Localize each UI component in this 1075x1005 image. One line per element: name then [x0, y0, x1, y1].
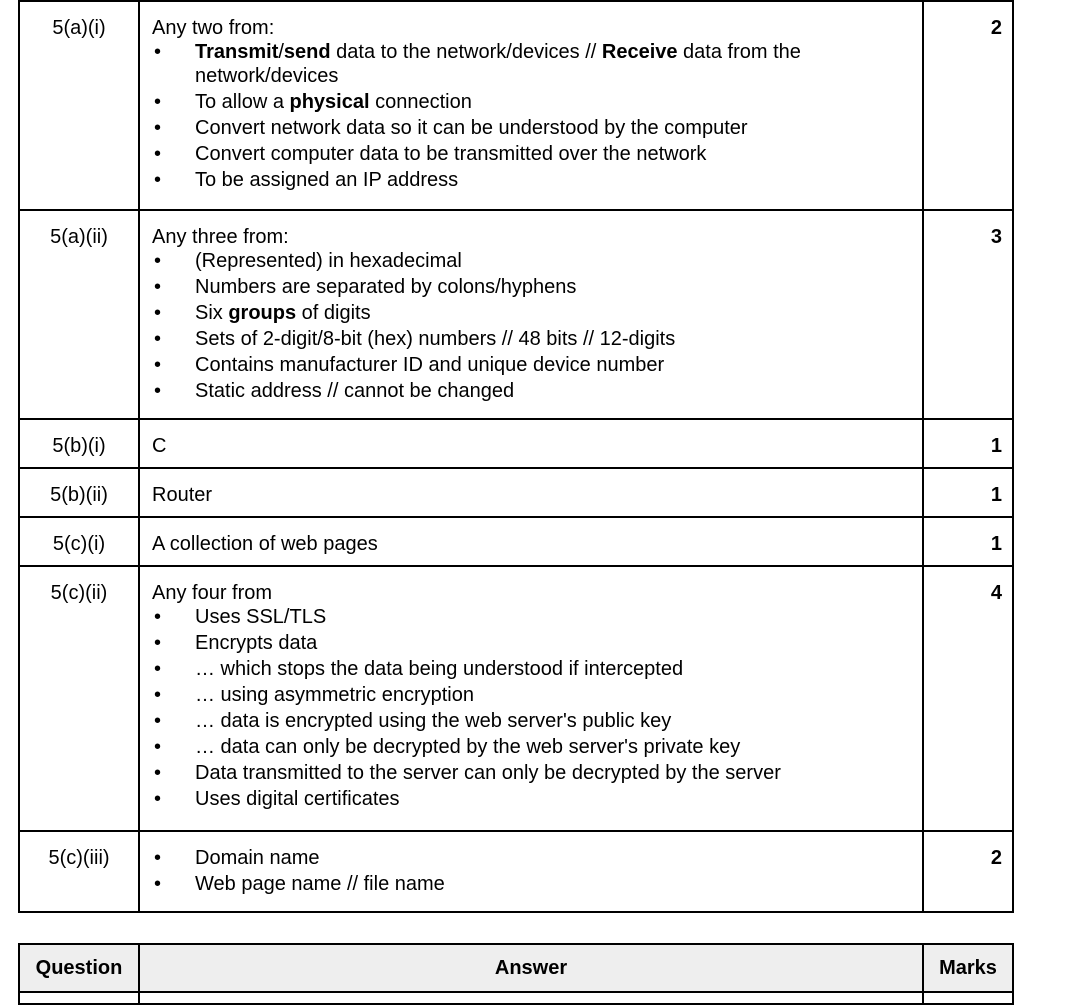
table-row: [19, 468, 1013, 517]
answer-text: Numbers are separated by colons/hyphens: [195, 276, 577, 298]
answer-text: data to the network/devices //: [330, 41, 602, 63]
answer-bullet-list: [152, 605, 912, 811]
answer-bullet: [152, 709, 912, 733]
answer-intro: A collection of web pages: [152, 533, 378, 555]
answer-intro: Any three from:: [152, 226, 289, 248]
answer-text: … data is encrypted using the web server's public key: [195, 710, 672, 732]
marks-cell: 1: [923, 468, 1013, 517]
answer-cell: [139, 992, 923, 1004]
bullet-icon: •: [154, 117, 162, 139]
answer-bullet: [152, 379, 912, 403]
answer-text: Sets of 2-digit/8-bit (hex) numbers // 48 bits // 12-digits: [195, 328, 676, 350]
answer-cell: [139, 419, 923, 468]
table-row: [19, 566, 1013, 831]
answer-cell: [139, 566, 923, 831]
answer-bullet: [152, 116, 912, 140]
table-row: [19, 517, 1013, 566]
mark-scheme-body: [19, 1, 1013, 912]
bullet-icon: •: [154, 710, 162, 732]
answer-text: Six: [195, 302, 229, 324]
bold-keyword: send: [283, 41, 331, 63]
answer-intro: Any four from: [152, 582, 273, 604]
answer-intro: Router: [152, 484, 213, 506]
question-cell: [19, 992, 139, 1004]
bullet-icon: •: [154, 328, 162, 350]
header-question: Question: [19, 944, 139, 992]
answer-text: Web page name // file name: [195, 873, 445, 895]
answer-text: of digits: [296, 302, 371, 324]
answer-bullet-list: [152, 249, 912, 403]
answer-text: To allow a: [195, 91, 290, 113]
answer-bullet: [152, 605, 912, 629]
question-cell: 5(a)(i): [19, 1, 139, 210]
bullet-icon: •: [154, 632, 162, 654]
answer-cell: [139, 831, 923, 912]
answer-bullet: [152, 683, 912, 707]
answer-text: connection: [369, 91, 472, 113]
question-cell: 5(c)(ii): [19, 566, 139, 831]
answer-bullet: [152, 631, 912, 655]
bullet-icon: •: [154, 684, 162, 706]
answer-text: (Represented) in hexadecimal: [195, 250, 462, 272]
bullet-icon: •: [154, 276, 162, 298]
table-row: [19, 210, 1013, 419]
answer-text: Encrypts data: [195, 632, 318, 654]
answer-text: Data transmitted to the server can only be decrypted by the server: [195, 762, 781, 784]
answer-bullet: [152, 40, 912, 88]
header-marks: Marks: [923, 944, 1013, 992]
question-cell: 5(a)(ii): [19, 210, 139, 419]
question-cell: 5(b)(i): [19, 419, 139, 468]
bold-keyword: Transmit: [195, 41, 279, 63]
answer-intro: C: [152, 435, 167, 457]
bold-keyword: physical: [289, 91, 370, 113]
bold-keyword: groups: [228, 302, 297, 324]
marks-cell: 3: [923, 210, 1013, 419]
answer-bullet: [152, 353, 912, 377]
bullet-icon: •: [154, 762, 162, 784]
answer-bullet: [152, 327, 912, 351]
bullet-icon: •: [154, 658, 162, 680]
marks-cell: [923, 992, 1013, 1004]
bullet-icon: •: [154, 736, 162, 758]
answer-bullet: [152, 657, 912, 681]
bullet-icon: •: [154, 302, 162, 324]
marks-cell: 2: [923, 1, 1013, 210]
answer-bullet: [152, 90, 912, 114]
question-cell: 5(c)(i): [19, 517, 139, 566]
answer-text: Domain name: [195, 847, 320, 869]
answer-text: … data can only be decrypted by the web server's private key: [195, 736, 741, 758]
answer-bullet: [152, 249, 912, 273]
bullet-icon: •: [154, 41, 162, 63]
answer-bullet: [152, 735, 912, 759]
table-row: [19, 419, 1013, 468]
header-answer: Answer: [139, 944, 923, 992]
bullet-icon: •: [154, 91, 162, 113]
answer-text: /: [278, 41, 284, 63]
answer-bullet: [152, 275, 912, 299]
bullet-icon: •: [154, 250, 162, 272]
answer-text: To be assigned an IP address: [195, 169, 459, 191]
answer-text: Convert network data so it can be understood by the computer: [195, 117, 748, 139]
answer-cell: [139, 517, 923, 566]
answer-text: Uses digital certificates: [195, 788, 400, 810]
bullet-icon: •: [154, 873, 162, 895]
answer-text: … using asymmetric encryption: [195, 684, 474, 706]
bullet-icon: •: [154, 847, 162, 869]
answer-cell: [139, 468, 923, 517]
answer-bullet: [152, 846, 912, 870]
answer-cell: [139, 1, 923, 210]
bullet-icon: •: [154, 606, 162, 628]
table-row-partial: [19, 992, 1013, 1004]
mark-scheme-table: [18, 0, 1014, 913]
question-cell: 5(b)(ii): [19, 468, 139, 517]
answer-bullet: [152, 168, 912, 192]
header-row: [19, 944, 1013, 992]
answer-bullet: [152, 142, 912, 166]
answer-text: Static address // cannot be changed: [195, 380, 515, 402]
answer-intro: Any two from:: [152, 17, 275, 39]
answer-text: Convert computer data to be transmitted over the network: [195, 143, 707, 165]
answer-bullet-list: [152, 846, 912, 896]
marks-cell: 1: [923, 419, 1013, 468]
bullet-icon: •: [154, 169, 162, 191]
marks-cell: 2: [923, 831, 1013, 912]
answer-bullet: [152, 872, 912, 896]
bullet-icon: •: [154, 143, 162, 165]
answer-bullet-list: [152, 40, 912, 192]
answer-bullet: [152, 301, 912, 325]
bullet-icon: •: [154, 354, 162, 376]
answer-text: data from the network/devices: [195, 41, 801, 87]
answer-text: Contains manufacturer ID and unique device number: [195, 354, 665, 376]
answer-text: … which stops the data being understood if intercepted: [195, 658, 684, 680]
answer-bullet: [152, 787, 912, 811]
marks-cell: 1: [923, 517, 1013, 566]
question-cell: 5(c)(iii): [19, 831, 139, 912]
bullet-icon: •: [154, 788, 162, 810]
table-row: [19, 1, 1013, 210]
table-row: [19, 831, 1013, 912]
marks-cell: 4: [923, 566, 1013, 831]
answer-cell: [139, 210, 923, 419]
bold-keyword: Receive: [601, 41, 678, 63]
bullet-icon: •: [154, 380, 162, 402]
answer-bullet: [152, 761, 912, 785]
next-page-header-table: [18, 943, 1014, 1005]
answer-text: Uses SSL/TLS: [195, 606, 327, 628]
